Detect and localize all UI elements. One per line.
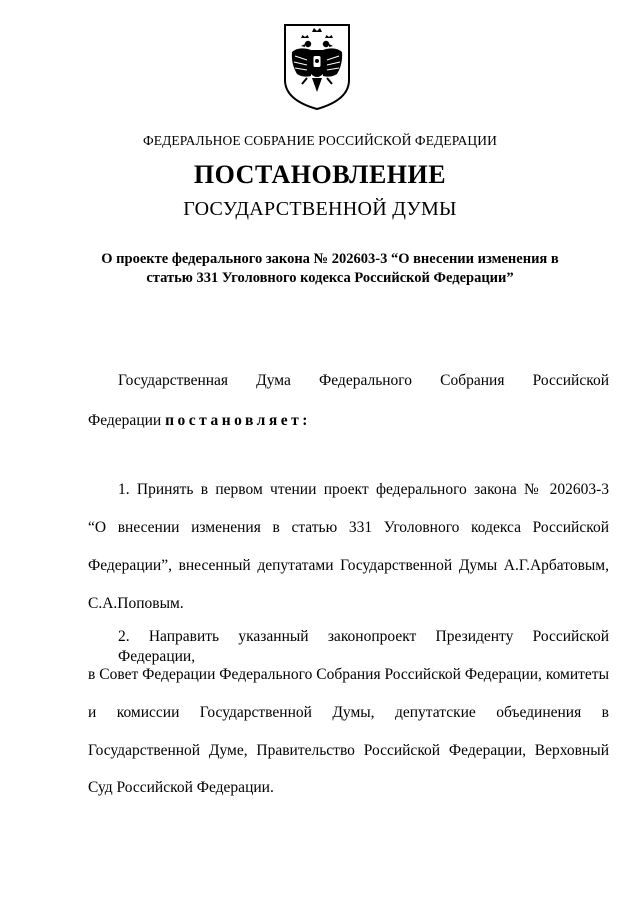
paragraph-2-line: Государственной Думе, Правительство Российской Федерации, Верховный bbox=[88, 742, 609, 759]
paragraph-1-line: С.А.Поповым. bbox=[88, 595, 184, 612]
document-title: ПОСТАНОВЛЕНИЕ bbox=[193, 160, 447, 189]
preamble-line bbox=[88, 411, 311, 431]
paragraph-2-line: Суд Российской Федерации. bbox=[88, 779, 274, 796]
resolution-heading bbox=[60, 250, 600, 288]
coat-of-arms-emblem-icon bbox=[281, 22, 353, 112]
organization-name: ФЕДЕРАЛЬНОЕ СОБРАНИЕ РОССИЙСКОЙ ФЕДЕРАЦИИ bbox=[143, 133, 497, 148]
paragraph-2-line: 2. Направить указанный законопроект Президенту Российской Федерации, bbox=[118, 628, 609, 665]
paragraph-1-line: “О внесении изменения в статью 331 Уголовного кодекса Российской bbox=[88, 519, 609, 536]
heading-line: статью 331 Уголовного кодекса Российской Федерации” bbox=[146, 270, 514, 286]
preamble-action: постановляет: bbox=[165, 412, 311, 429]
paragraph-1-line: 1. Принять в первом чтении проект федерального закона № 202603-3 bbox=[118, 481, 609, 498]
paragraph-2-line: и комиссии Государственной Думы, депутатские объединения в bbox=[88, 704, 609, 721]
paragraph-2-line: в Совет Федерации Федерального Собрания Российской Федерации, комитеты bbox=[88, 666, 609, 683]
heading-line: О проекте федерального закона № 202603-3 “О внесении изменения в bbox=[101, 251, 559, 267]
preamble-prefix: Федерации bbox=[88, 412, 162, 429]
preamble-line: Государственная Дума Федерального Собрания Российской bbox=[118, 372, 609, 389]
document-subtitle: ГОСУДАРСТВЕННОЙ ДУМЫ bbox=[183, 198, 457, 220]
paragraph-1-line: Федерации”, внесенный депутатами Государственной Думы А.Г.Арбатовым, bbox=[88, 557, 609, 574]
